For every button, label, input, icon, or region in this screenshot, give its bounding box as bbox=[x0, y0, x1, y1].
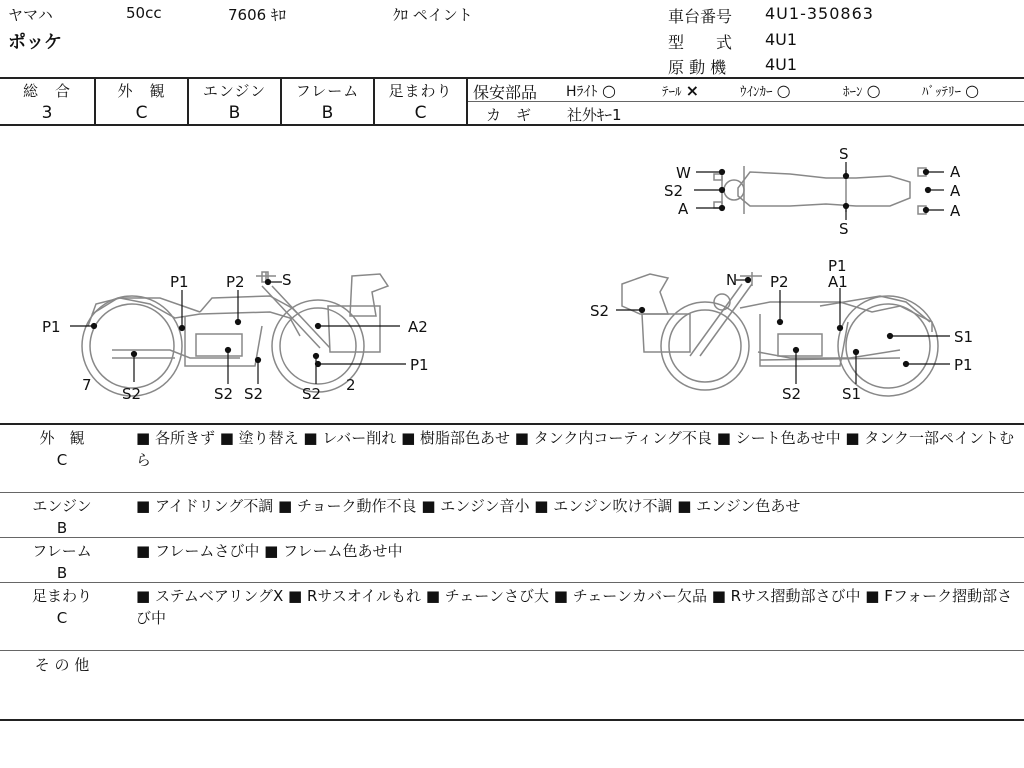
displacement: 50cc bbox=[126, 4, 162, 22]
maker: ヤマハ bbox=[8, 6, 53, 24]
label-w: W bbox=[676, 164, 691, 182]
label-p1-tank: P1 bbox=[170, 273, 189, 291]
label-p1-right: P1 bbox=[954, 356, 973, 374]
remark-text-frame: ■ フレームさび中 ■ フレーム色あせ中 bbox=[136, 542, 403, 560]
remark-title-suspension bbox=[22, 585, 102, 629]
label-a: A bbox=[950, 182, 961, 200]
label-s2: S2 bbox=[122, 385, 142, 403]
safety-item-name: ｳｲﾝｶｰ bbox=[740, 85, 773, 100]
grade-exterior bbox=[96, 80, 187, 123]
safety-item-name: ﾎｰﾝ bbox=[843, 85, 863, 100]
label-p1: P1 bbox=[828, 257, 847, 275]
divider bbox=[0, 582, 1024, 583]
safety-item-mark: ○ bbox=[776, 81, 791, 100]
divider bbox=[0, 719, 1024, 721]
remark-title-engine bbox=[22, 495, 102, 539]
divider bbox=[0, 77, 1024, 79]
remark-text-exterior: ■ 各所きず ■ 塗り替え ■ レバー削れ ■ 樹脂部色あせ ■ タンク内コーティング不良 ■ シート色あせ中 ■ タンク一部ペイントむら bbox=[136, 429, 1015, 469]
safety-item-name: ﾊﾞｯﾃﾘｰ bbox=[922, 85, 961, 100]
label-s: S bbox=[282, 271, 292, 289]
remark-title: 足まわり bbox=[31, 587, 92, 605]
safety-item-winker bbox=[740, 81, 791, 100]
remark-grade: C bbox=[56, 609, 68, 627]
motorcycle-top-view bbox=[714, 166, 926, 214]
grade-value: C bbox=[135, 103, 148, 123]
grade-label: フレーム bbox=[295, 82, 360, 100]
safety-item-horn bbox=[843, 81, 881, 100]
grade-value: 3 bbox=[41, 103, 53, 123]
label-s2: S2 bbox=[302, 385, 322, 403]
safety-item-mark: ○ bbox=[601, 81, 616, 100]
safety-item-name: Hﾗｲﾄ bbox=[566, 84, 598, 100]
damage-diagram bbox=[0, 126, 1024, 424]
engine-type-value: 4U1 bbox=[765, 55, 798, 74]
label-a2: A2 bbox=[408, 318, 428, 336]
divider bbox=[0, 537, 1024, 538]
remark-grade: B bbox=[56, 519, 68, 537]
safety-item-mark: ○ bbox=[866, 81, 881, 100]
label-2: 2 bbox=[346, 376, 356, 394]
remark-title: 外 観 bbox=[39, 429, 85, 447]
model-type-value: 4U1 bbox=[765, 30, 798, 49]
label-p1-right: P1 bbox=[410, 356, 429, 374]
label-n: N bbox=[726, 271, 738, 289]
remark-title: エンジン bbox=[32, 497, 92, 515]
remark-title: そ の 他 bbox=[34, 656, 90, 674]
label-s1: S1 bbox=[842, 385, 862, 403]
remark-text-engine: ■ アイドリング不調 ■ チョーク動作不良 ■ エンジン音小 ■ エンジン吹け不調 ■ エンジン色あせ bbox=[136, 497, 801, 515]
label-p2: P2 bbox=[770, 273, 789, 291]
grade-overall bbox=[0, 80, 94, 123]
divider bbox=[0, 650, 1024, 651]
safety-item-battery bbox=[922, 81, 979, 100]
safety-item-tail bbox=[662, 81, 699, 100]
label-s2-left: S2 bbox=[590, 302, 610, 320]
divider bbox=[0, 423, 1024, 425]
key-label: カ ギ bbox=[486, 106, 532, 124]
key-value: 社外ｷｰ1 bbox=[567, 106, 622, 124]
grade-label: エンジン bbox=[202, 82, 267, 100]
grade-label: 外 観 bbox=[117, 82, 166, 100]
engine-type-label: 原 動 機 bbox=[668, 58, 727, 77]
grade-value: C bbox=[414, 103, 427, 123]
safety-label: 保安部品 bbox=[473, 83, 538, 102]
remark-grade: B bbox=[56, 564, 68, 582]
remark-text-suspension: ■ ステムベアリングX ■ Rサスオイルもれ ■ チェーンさび大 ■ チェーンカバー欠品 ■ Rサス摺動部さび中 ■ Fフォーク摺動部さび中 bbox=[136, 587, 1013, 627]
remark-title-exterior bbox=[22, 427, 102, 471]
label-s: S bbox=[839, 145, 849, 163]
grade-label: 総 合 bbox=[22, 82, 71, 100]
remark-grade: C bbox=[56, 451, 68, 469]
color: ｸﾛ ペイント bbox=[393, 6, 473, 24]
grade-engine bbox=[189, 80, 280, 123]
grade-frame bbox=[282, 80, 373, 123]
label-s1: S1 bbox=[954, 328, 974, 346]
label-s2: S2 bbox=[244, 385, 264, 403]
model-type-label: 型 式 bbox=[668, 33, 733, 52]
safety-item-name: ﾃｰﾙ bbox=[662, 85, 682, 100]
frame-no-label: 車台番号 bbox=[668, 7, 733, 26]
remark-title-other bbox=[22, 654, 102, 676]
safety-item-mark: ○ bbox=[965, 81, 980, 100]
label-s: S bbox=[839, 220, 849, 238]
label-p2: P2 bbox=[226, 273, 245, 291]
label-a1: A1 bbox=[828, 273, 848, 291]
remark-title-frame bbox=[22, 540, 102, 584]
divider bbox=[0, 492, 1024, 493]
frame-no-value: 4U1-350863 bbox=[765, 4, 874, 23]
label-s2: S2 bbox=[214, 385, 234, 403]
label-7: 7 bbox=[82, 376, 92, 394]
remark-title: フレーム bbox=[32, 542, 92, 560]
safety-item-headlight bbox=[566, 81, 616, 101]
label-p1-front: P1 bbox=[42, 318, 61, 336]
label-s2: S2 bbox=[782, 385, 802, 403]
model-name: ポッケ bbox=[8, 32, 62, 53]
label-a: A bbox=[678, 200, 689, 218]
divider bbox=[468, 101, 1024, 102]
label-a: A bbox=[950, 202, 961, 220]
label-s2: S2 bbox=[664, 182, 684, 200]
mileage: 7606 ｷﾛ bbox=[228, 6, 286, 24]
grade-label: 足まわり bbox=[388, 82, 453, 100]
grade-suspension bbox=[375, 80, 466, 123]
grade-value: B bbox=[228, 103, 241, 123]
label-a: A bbox=[950, 163, 961, 181]
grade-value: B bbox=[321, 103, 334, 123]
safety-item-mark: × bbox=[685, 81, 700, 100]
